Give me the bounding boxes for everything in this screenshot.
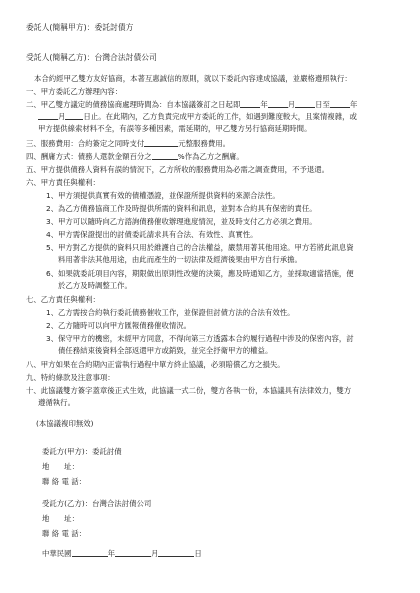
clause-1: 一、甲方委託乙方辦理內容： [26, 87, 123, 96]
sig-a-name: 委託討債 [92, 447, 122, 456]
sig-b-address: 地 址： [42, 514, 79, 523]
blank-day [295, 99, 315, 108]
clause-2: 二、甲乙雙方議定的債務協商處理時間為：自本協議簽訂之日起即 年 月 日至 年 月 日止。在此期內，乙方負責完成甲方委託的工作，如遇到難度較大，且案情複雜，或 甲方提供線索材料不全，有誤等多種因素，需延期的，甲乙雙方另行協商延期時間。 [26, 100, 358, 133]
void-note: (本協議複印無效) [36, 419, 94, 428]
clause-6-item-5: 5、甲方對乙方提供的資料只用於維護自己的合法權益，嚴禁用著其他用途。甲方若將此訊息資 料用著非法其他用途，由此而產生的一切法律及經濟後果由甲方自行承擔。 [46, 243, 354, 264]
party-a-label: 委託人(簡稱甲方)： [26, 23, 95, 32]
blank-date-year [72, 548, 108, 557]
party-a-line [26, 22, 133, 33]
blank-year [240, 99, 260, 108]
blank-month-2 [38, 111, 58, 120]
clause-9: 九、特約條款及注意事項： [26, 373, 115, 382]
clause-6-item-2: 2、為乙方債務協商工作及時提供所需的資料和訊息，並對本合約具有保密的責任。 [46, 204, 317, 213]
clause-6-item-3: 3、甲方可以隨時向乙方諮詢債務催收辦理進度情況，並及時支付乙方必須之費用。 [46, 217, 317, 226]
clause-6-item-6: 6、如果就委託項目內容，期限做出原則性改變的決策，應及時通知乙方，並採取適當措施，便 於乙方及時調整工作。 [46, 269, 354, 290]
blank-fee [144, 138, 178, 147]
signature-block-a [42, 446, 122, 488]
clause-7-item-2: 2、乙方隨時可以向甲方匯報債務催收情況。 [46, 321, 192, 330]
sig-b-label: 受託方(乙方)： [42, 499, 93, 508]
blank-percent [152, 151, 178, 160]
clause-6-item-1: 1、甲方須提供真實有效的債權憑證，並保證所提供資料的來源合法性。 [46, 191, 280, 200]
clause-7: 七、乙方責任與權利： [26, 295, 100, 304]
blank-day-2 [65, 111, 83, 120]
sig-a-label: 委託方(甲方)： [42, 447, 93, 456]
sig-a-address: 地 址： [42, 462, 79, 471]
clause-5: 五、甲方提供債務人資料有誤的情況下，乙方所收的服務費用為必需之調查費用，不予退還。 [26, 165, 330, 174]
intro-paragraph: 本合約經甲乙雙方友好協商，本著互惠誠信的原則，就以下委託內容達成協議，並嚴格遵照執行： [34, 74, 352, 83]
party-b-line [26, 52, 157, 63]
sig-a-phone: 聯 絡 電 話： [42, 477, 87, 486]
clause-6-item-4: 4、甲方需保證提出的討債委託請求具有合法、有效性、真實性。 [46, 230, 258, 239]
date-line: 中華民國 年 月 日 [42, 549, 202, 558]
blank-year-2 [330, 99, 350, 108]
sig-b-name: 台灣合法討債公司 [92, 499, 152, 508]
clause-7-item-3: 3、保守甲方的機密，未經甲方同意，不得向第三方透露本合約履行過程中涉及的保密內容，討 債任務結束後資料全部返還甲方或銷毀，並完全抒衛甲方的權益。 [46, 334, 354, 355]
party-b-name: 台灣合法討債公司 [94, 53, 157, 62]
clause-4: 四、酬庸方式：債務人還款金額百分之 %作為乙方之酬庸。 [26, 152, 244, 161]
signature-block-b [42, 498, 151, 540]
clause-8: 八、甲方如果在合約期內正當執行過程中單方終止協議，必須賠償乙方之損失。 [26, 360, 285, 369]
sig-b-phone: 聯 絡 電 話： [42, 529, 87, 538]
clause-6: 六、甲方責任與權利： [26, 178, 100, 187]
blank-date-day [158, 548, 194, 557]
clause-10: 十、此協議雙方簽字蓋章後正式生效，此協議一式二份，雙方各執一份，本協議具有法律效力，雙方 遵循執行。 [26, 386, 352, 407]
party-b-label: 受託人(簡稱乙方)： [26, 53, 95, 62]
clause-7-item-1: 1、乙方需按合約執行委託債務催收工作，並保證但討債方法的合法有效性。 [46, 308, 295, 317]
blank-date-month [115, 548, 151, 557]
blank-month [268, 99, 288, 108]
clause-3: 三、服務費用：合約簽定之同時支付 元整服務費用。 [26, 139, 231, 148]
party-a-name: 委託討債方 [94, 23, 134, 32]
